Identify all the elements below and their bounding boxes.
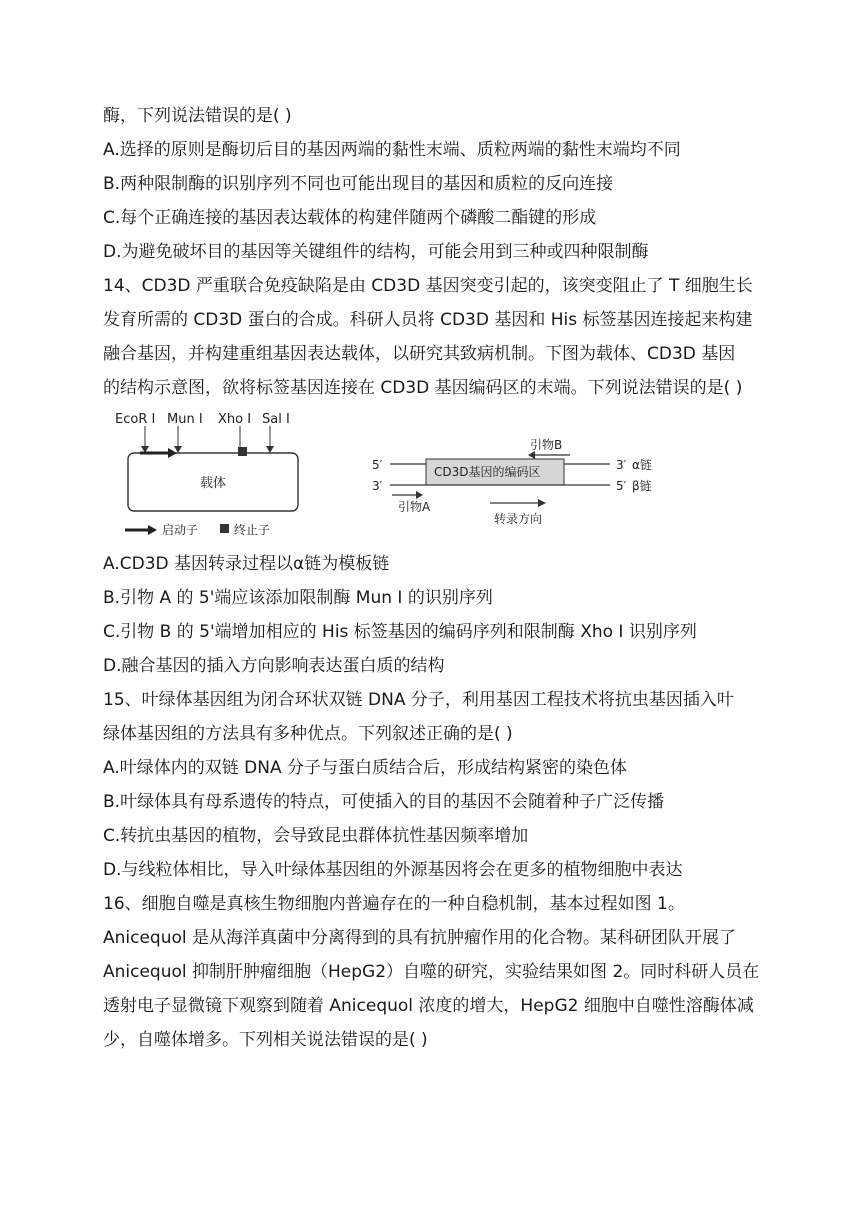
q15-option-b: B.叶绿体具有母系遗传的特点，可使插入的目的基因不会随着种子广泛传播	[103, 792, 665, 812]
q14-stem-line-4: 的结构示意图，欲将标签基因连接在 CD3D 基因编码区的末端。下列说法错误的是( )	[103, 378, 743, 398]
q14-figure	[110, 403, 670, 543]
bottom-right-end: 5′	[616, 479, 627, 493]
site-sali: Sal Ⅰ	[262, 412, 290, 427]
gene-diagram	[372, 437, 652, 526]
q15-stem-line-1: 15、叶绿体基因组为闭合环状双链 DNA 分子，利用基因工程技术将抗虫基因插入叶	[103, 690, 734, 710]
q14-stem-line-3: 融合基因，并构建重组基因表达载体，以研究其致病机制。下图为载体、CD3D 基因	[103, 344, 736, 364]
q14-option-d: D.融合基因的插入方向影响表达蛋白质的结构	[103, 656, 445, 676]
vector-label: 载体	[200, 476, 227, 491]
q15-option-a: A.叶绿体内的双链 DNA 分子与蛋白质结合后，形成结构紧密的染色体	[103, 758, 627, 778]
coding-region-label: CD3D基因的编码区	[434, 465, 541, 479]
legend-terminator-label: 终止子	[234, 523, 271, 537]
vector-gene-diagram	[110, 403, 670, 543]
beta-strand-label: β链	[632, 479, 652, 493]
q14-option-a: A.CD3D 基因转录过程以α链为模板链	[103, 554, 390, 574]
q15-option-d: D.与线粒体相比，导入叶绿体基因组的外源基因将会在更多的植物细胞中表达	[103, 860, 683, 880]
top-left-end: 5′	[372, 458, 383, 472]
site-muni: Mun Ⅰ	[167, 412, 203, 427]
q16-stem-line-3: Anicequol 抑制肝肿瘤细胞（HepG2）自噬的研究，实验结果如图 2。同时科研人员在	[103, 962, 760, 982]
q15-stem-line-2: 绿体基因组的方法具有多种优点。下列叙述正确的是( )	[103, 724, 513, 744]
bottom-left-end: 3′	[372, 479, 383, 493]
transcription-direction-label: 转录方向	[494, 512, 543, 526]
site-xhoi: Xho Ⅰ	[218, 412, 252, 427]
q14-option-b: B.引物 A 的 5'端应该添加限制酶 Mun Ⅰ 的识别序列	[103, 588, 493, 608]
q13-option-a: A.选择的原则是酶切后目的基因两端的黏性末端、质粒两端的黏性末端均不同	[103, 140, 681, 160]
primer-a-label: 引物A	[398, 500, 431, 514]
q14-option-c: C.引物 B 的 5'端增加相应的 His 标签基因的编码序列和限制酶 Xho Ⅰ 识别序列	[103, 622, 697, 642]
q15-option-c: C.转抗虫基因的植物，会导致昆虫群体抗性基因频率增加	[103, 826, 529, 846]
q16-stem-line-4: 透射电子显微镜下观察到随着 Anicequol 浓度的增大，HepG2 细胞中自噬性溶酶体减	[103, 996, 754, 1016]
q16-stem-line-5: 少，自噬体增多。下列相关说法错误的是( )	[103, 1030, 428, 1050]
q14-stem-line-2: 发育所需的 CD3D 蛋白的合成。科研人员将 CD3D 基因和 His 标签基因连接起来构建	[103, 310, 753, 330]
q13-stem-tail: 酶，下列说法错误的是( )	[103, 106, 292, 126]
q13-option-c: C.每个正确连接的基因表达载体的构建伴随两个磷酸二酯键的形成	[103, 208, 597, 228]
alpha-strand-label: α链	[632, 458, 652, 472]
vector-diagram	[115, 412, 298, 537]
q16-stem-line-1: 16、细胞自噬是真核生物细胞内普遍存在的一种自稳机制，基本过程如图 1。	[103, 894, 685, 914]
top-right-end: 3′	[616, 458, 627, 472]
primer-b-label: 引物B	[530, 438, 563, 452]
q13-option-b: B.两种限制酶的识别序列不同也可能出现目的基因和质粒的反向连接	[103, 174, 614, 194]
legend-promoter-label: 启动子	[162, 523, 199, 537]
q13-option-d: D.为避免破坏目的基因等关键组件的结构，可能会用到三种或四种限制酶	[103, 242, 649, 262]
terminator-mark	[238, 447, 247, 456]
q14-stem-line-1: 14、CD3D 严重联合免疫缺陷是由 CD3D 基因突变引起的，该突变阻止了 T 细胞生长	[103, 276, 753, 296]
q16-stem-line-2: Anicequol 是从海洋真菌中分离得到的具有抗肿瘤作用的化合物。某科研团队开展了	[103, 928, 737, 948]
legend-terminator-icon	[220, 524, 229, 533]
site-ecori: EcoR Ⅰ	[115, 412, 156, 427]
